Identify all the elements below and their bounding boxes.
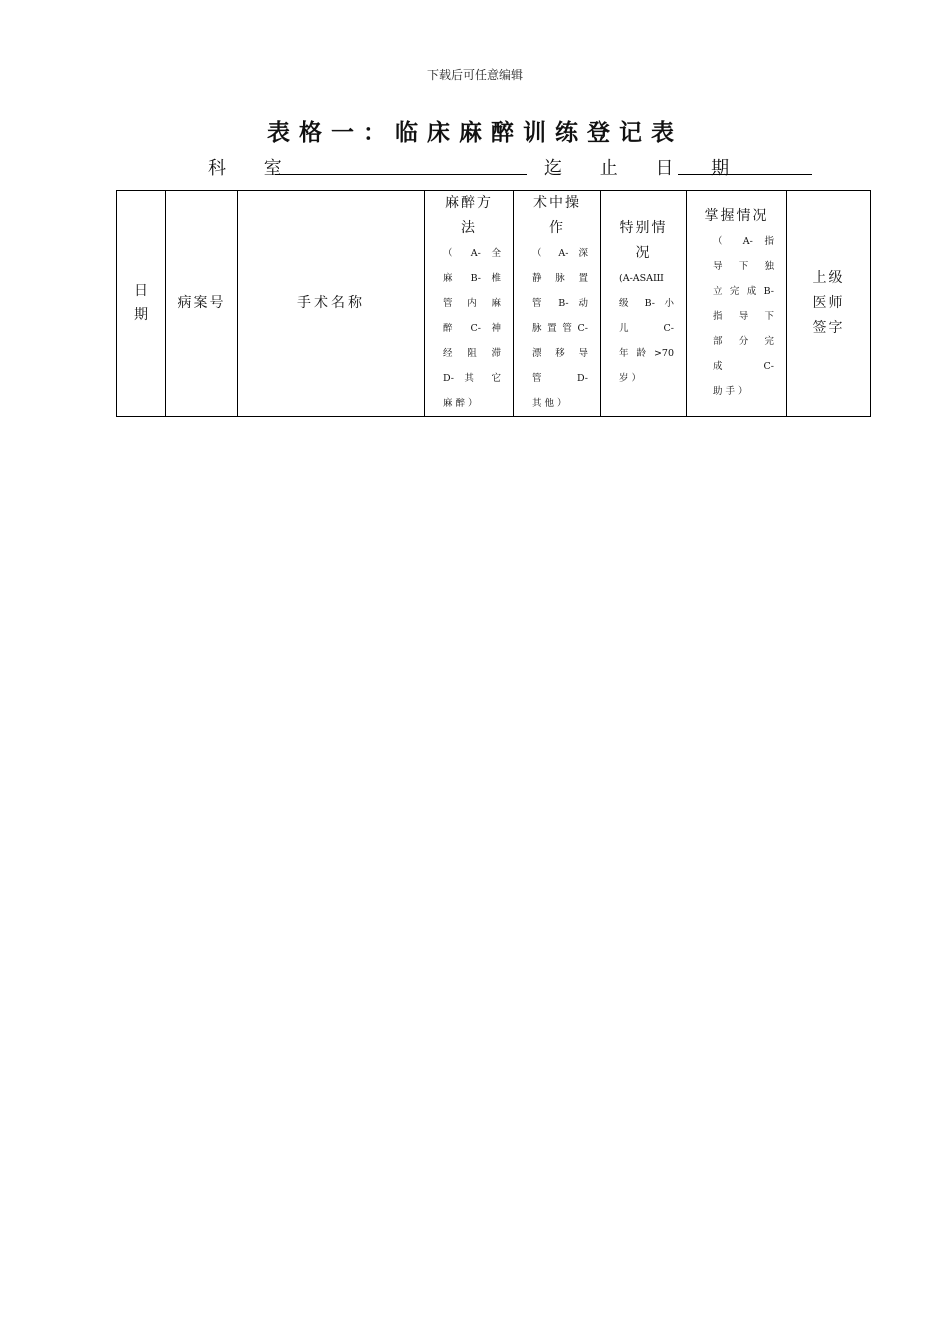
mastery-note-line: 成 C-: [713, 360, 774, 372]
header-intraop-operation-title: 术中操作: [533, 195, 581, 236]
anesthesia-method-note-line: 麻 B- 椎: [443, 273, 501, 284]
registration-table: [116, 190, 871, 417]
anesthesia-method-note-line: 醉 C- 神: [443, 323, 501, 334]
header-mastery-title: 掌握情况: [704, 207, 769, 224]
date-range-label: 迄 止 日 期: [544, 158, 746, 179]
intraop-operation-note-line: 管 D-: [532, 373, 588, 384]
intraop-operation-note-line: （ A- 深: [532, 248, 588, 259]
header-special-conditions: [601, 191, 687, 417]
form-fields-row: [0, 154, 950, 182]
anesthesia-method-note-line: （ A- 全: [443, 248, 501, 259]
header-anesthesia-method-title: 麻醉方法: [445, 195, 493, 236]
date-range-field[interactable]: [678, 174, 812, 175]
anesthesia-method-note-line: 管 内 麻: [443, 298, 501, 309]
header-intraop-operation: [514, 191, 601, 417]
anesthesia-method-note-line: 麻 醉 ）: [443, 398, 478, 409]
special-conditions-note-line: 年 龄 >70: [619, 348, 674, 359]
mastery-note-line: （ A- 指: [713, 235, 774, 247]
header-surgery-name-label: 手术名称: [297, 295, 365, 311]
intraop-operation-note-line: 脉 置 管 C-: [532, 323, 588, 334]
header-date-label: 日 期: [134, 283, 148, 323]
intraop-operation-note-line: 其 他 ）: [532, 398, 567, 409]
anesthesia-method-note-line: 经 阻 滞: [443, 348, 501, 359]
header-case-no-label: 病案号: [177, 295, 226, 311]
header-date: [117, 191, 166, 417]
mastery-note-line: 指 导 下: [713, 310, 774, 322]
anesthesia-method-note-line: D- 其 它: [443, 373, 501, 384]
intraop-operation-note-line: 管 B- 动: [532, 298, 588, 309]
special-conditions-note-line: 岁 ）: [619, 373, 642, 384]
header-mastery: [687, 191, 787, 417]
mastery-note-line: 部 分 完: [713, 335, 774, 347]
header-anesthesia-method: [425, 191, 514, 417]
header-special-conditions-title: 特别情况: [619, 220, 668, 261]
header-case-no: [166, 191, 238, 417]
intraop-operation-note-line: 静 脉 置: [532, 273, 588, 284]
department-label: 科 室: [208, 158, 298, 179]
header-surgery-name: [238, 191, 425, 417]
special-conditions-note-line: (A-ASAШ: [619, 273, 664, 284]
intraop-operation-note-line: 漂 移 导: [532, 348, 588, 359]
department-field[interactable]: [275, 174, 527, 175]
mastery-note-line: 立 完 成 B-: [713, 285, 774, 297]
header-supervisor: [787, 191, 871, 417]
special-conditions-note-line: 级 B- 小: [619, 298, 674, 309]
mastery-note-line: 助 手 ）: [713, 385, 748, 397]
page-title: 表格一：临床麻醉训练登记表: [267, 119, 683, 146]
watermark-text: 下载后可任意编辑: [426, 68, 523, 82]
mastery-note-line: 导 下 独: [713, 260, 774, 272]
header-supervisor-label: 上级医师签字: [812, 270, 845, 336]
table-header-row: [117, 191, 871, 417]
special-conditions-note-line: 儿 C-: [619, 323, 674, 334]
